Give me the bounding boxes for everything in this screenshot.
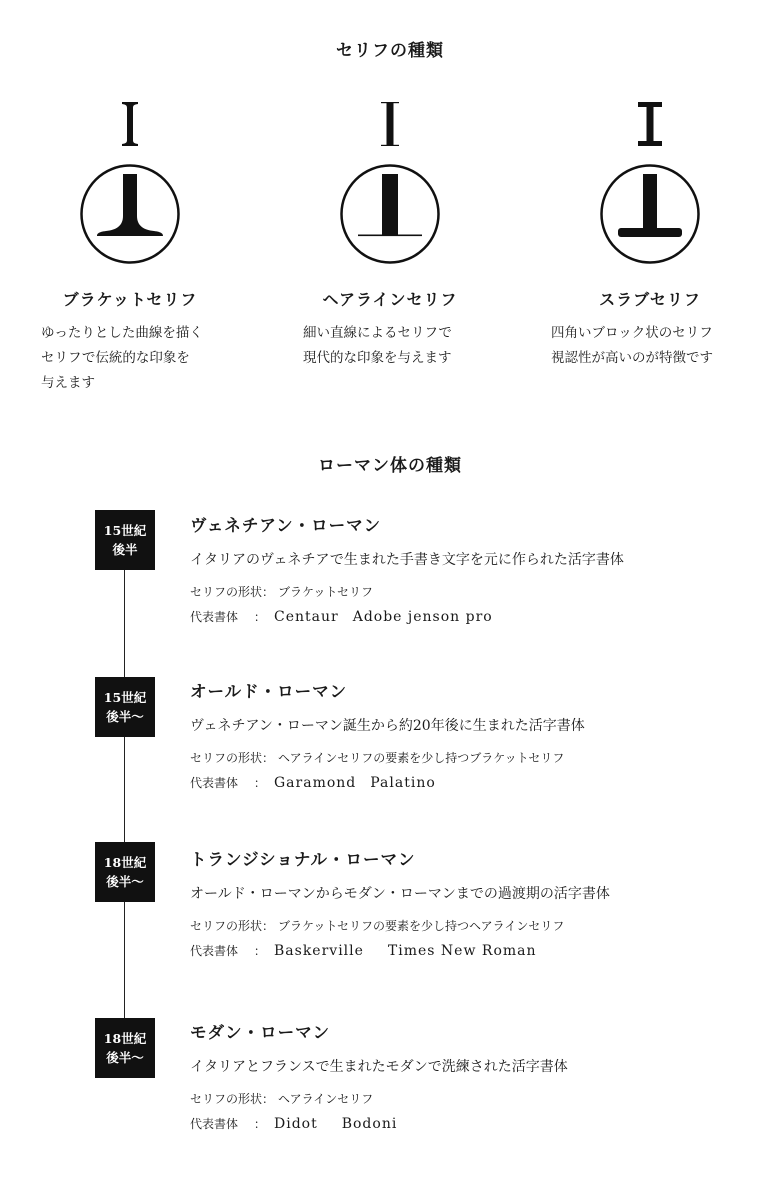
roman-entry-name: オールド・ローマン — [190, 682, 348, 701]
roman-entry-desc: イタリアとフランスで生まれたモダンで洗練された活字書体 — [190, 1059, 568, 1075]
roman-entry-name: トランジショナル・ローマン — [190, 850, 416, 869]
serif-type-name: ブラケットセリフ — [62, 290, 198, 309]
serif-type-desc: 細い直線によるセリフで 現代的な印象を与えます — [303, 325, 452, 366]
letter-i-bracket-icon — [80, 95, 180, 155]
slab-serif-icon — [600, 164, 700, 264]
roman-entry-modern — [190, 1019, 770, 1132]
era-badge: 15世紀 後半 — [95, 510, 155, 570]
roman-entry-desc: イタリアのヴェネチアで生まれた手書き文字を元に作られた活字書体 — [190, 552, 624, 568]
bracket-serif-icon — [80, 164, 180, 264]
roman-entry-fonts: 代表書体 ： Didot Bodoni — [190, 1116, 398, 1132]
era-badge: 18世紀 後半〜 — [95, 842, 155, 902]
roman-entry-venetian — [190, 512, 770, 625]
serif-type-desc: 四角いブロック状のセリフ 視認性が高いのが特徴です — [551, 325, 713, 366]
roman-section-title: ローマン体の種類 — [318, 456, 462, 476]
serif-type-name: ヘアラインセリフ — [322, 290, 458, 309]
letter-i-slab-icon — [600, 95, 700, 155]
serif-type-name: スラブセリフ — [599, 290, 701, 309]
serif-type-desc: ゆったりとした曲線を描く セリフで伝統的な印象を 与えます — [41, 325, 203, 391]
roman-entry-fonts: 代表書体 ： Centaur Adobe jenson pro — [190, 609, 493, 625]
roman-entry-desc: ヴェネチアン・ローマン誕生から約20年後に生まれた活字書体 — [190, 718, 585, 734]
roman-entry-desc: オールド・ローマンからモダン・ローマンまでの過渡期の活字書体 — [190, 886, 610, 902]
letter-i-hairline-icon — [340, 95, 440, 155]
roman-entry-name: モダン・ローマン — [190, 1023, 331, 1042]
hairline-serif-icon — [340, 164, 440, 264]
timeline-line — [124, 570, 125, 1020]
roman-entry-fonts: 代表書体 ： Garamond Palatino — [190, 775, 436, 791]
roman-entry-shape: セリフの形状： ブラケットセリフの要素を少し持つヘアラインセリフ — [190, 919, 565, 933]
serif-section-title: セリフの種類 — [336, 41, 444, 61]
era-badge: 18世紀 後半〜 — [95, 1018, 155, 1078]
era-badge: 15世紀 後半〜 — [95, 677, 155, 737]
roman-entry-name: ヴェネチアン・ローマン — [190, 516, 382, 535]
roman-entry-shape: セリフの形状： ブラケットセリフ — [190, 585, 374, 599]
roman-entry-fonts: 代表書体 ： Baskerville Times New Roman — [190, 943, 537, 959]
roman-entry-shape: セリフの形状： ヘアラインセリフ — [190, 1092, 374, 1106]
roman-entry-transitional — [190, 846, 770, 959]
roman-entry-shape: セリフの形状： ヘアラインセリフの要素を少し持つブラケットセリフ — [190, 751, 565, 765]
roman-entry-old-style — [190, 678, 770, 791]
